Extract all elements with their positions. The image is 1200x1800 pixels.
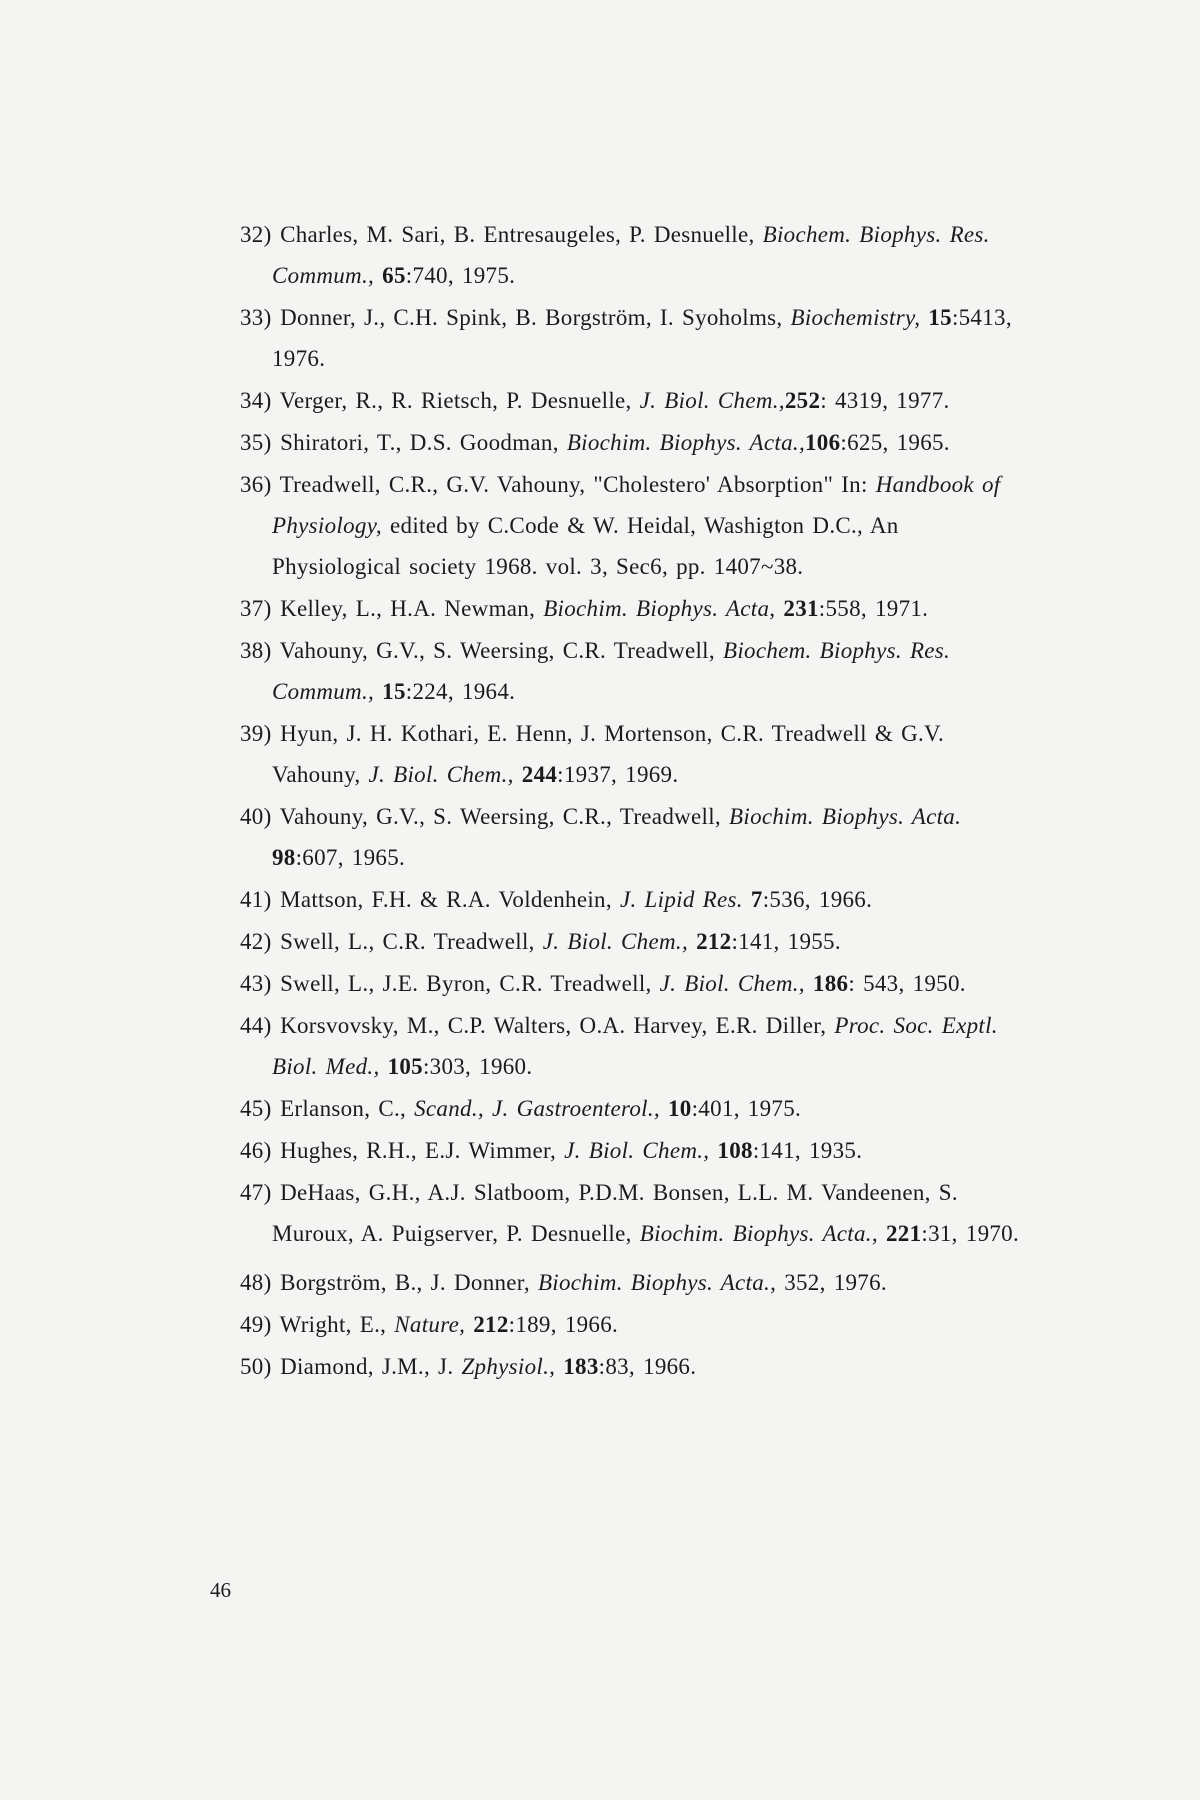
reference-pages-year: : 543, 1950. — [848, 971, 966, 996]
reference-journal: Biochim. Biophys. Acta. — [729, 804, 962, 829]
reference-item — [240, 879, 1020, 920]
reference-journal: Biochemistry, — [790, 305, 921, 330]
reference-pages-year: :1937, 1969. — [557, 762, 679, 787]
reference-item — [240, 1346, 1020, 1387]
reference-number: 34) — [240, 388, 272, 413]
reference-authors: Mattson, F.H. & R.A. Voldenhein, — [280, 887, 612, 912]
reference-item — [240, 630, 1020, 712]
reference-number: 39) — [240, 721, 272, 746]
reference-journal: Zphysiol., — [461, 1354, 556, 1379]
reference-number: 38) — [240, 638, 272, 663]
reference-authors: Swell, L., C.R. Treadwell, — [280, 929, 535, 954]
reference-item — [240, 380, 1020, 421]
reference-number: 49) — [240, 1312, 272, 1337]
reference-item — [240, 796, 1020, 878]
reference-item — [240, 713, 1020, 795]
reference-pages-year: :740, 1975. — [405, 263, 516, 288]
reference-journal: J. Biol. Chem., — [639, 388, 785, 413]
reference-authors: Kelley, L., H.A. Newman, — [280, 596, 536, 621]
reference-journal: Biochim. Biophys. Acta., — [537, 1270, 777, 1295]
reference-item — [240, 422, 1020, 463]
reference-volume: 108 — [717, 1138, 753, 1163]
reference-item — [240, 921, 1020, 962]
reference-journal: J. Biol. Chem., — [564, 1138, 710, 1163]
reference-number: 36) — [240, 472, 272, 497]
reference-authors: Shiratori, T., D.S. Goodman, — [280, 430, 559, 455]
reference-pages-year: edited by C.Code & W. Heidal, Washigton D.C., An Physiological society 1968. vol. 3, Sec6, pp. 1407~38. — [272, 513, 899, 579]
reference-journal: J. Biol. Chem., — [542, 929, 688, 954]
reference-number: 46) — [240, 1138, 272, 1163]
reference-item — [240, 297, 1020, 379]
reference-volume: 15 — [382, 679, 406, 704]
reference-authors: Vahouny, G.V., S. Weersing, C.R., Treadwell, — [279, 804, 721, 829]
reference-number: 40) — [240, 804, 272, 829]
reference-volume: 98 — [272, 845, 296, 870]
reference-journal: Biochim. Biophys. Acta., — [639, 1221, 878, 1246]
reference-journal: Scand., J. Gastroenterol., — [414, 1096, 660, 1121]
reference-pages-year: :558, 1971. — [818, 596, 929, 621]
reference-pages-year: :31, 1970. — [921, 1221, 1020, 1246]
reference-item — [240, 963, 1020, 1004]
page-number: 46 — [210, 1578, 231, 1602]
reference-volume: 105 — [387, 1054, 423, 1079]
reference-pages-year: :189, 1966. — [508, 1312, 619, 1337]
reference-authors: Treadwell, C.R., G.V. Vahouny, "Cholestero' Absorption" In: — [279, 472, 868, 497]
reference-journal: J. Biol. Chem., — [368, 762, 514, 787]
reference-authors: Hyun, J. H. Kothari, E. Henn, J. Mortenson, C.R. Treadwell & G.V. Vahouny, — [272, 721, 945, 787]
reference-authors: Charles, M. Sari, B. Entresaugeles, P. Desnuelle, — [280, 222, 755, 247]
reference-item — [240, 1172, 1020, 1254]
reference-volume: 231 — [783, 596, 819, 621]
reference-journal: Biochem. Biophys. Res. Commum., — [272, 638, 951, 704]
reference-authors: Korsvovsky, M., C.P. Walters, O.A. Harvey, E.R. Diller, — [280, 1013, 827, 1038]
reference-number: 35) — [240, 430, 272, 455]
reference-pages-year: :141, 1935. — [752, 1138, 863, 1163]
reference-number: 33) — [240, 305, 272, 330]
reference-pages-year: :401, 1975. — [691, 1096, 802, 1121]
reference-item — [240, 464, 1020, 587]
reference-number: 47) — [240, 1180, 272, 1205]
reference-authors: DeHaas, G.H., A.J. Slatboom, P.D.M. Bonsen, L.L. M. Vandeenen, S. Muroux, A. Puigserver, P. Desnuelle, — [272, 1180, 958, 1246]
reference-volume: 7 — [750, 887, 763, 912]
reference-authors: Diamond, J.M., J. — [280, 1354, 454, 1379]
reference-number: 37) — [240, 596, 272, 621]
reference-pages-year: :625, 1965. — [840, 430, 950, 455]
reference-pages-year: 352, 1976. — [784, 1270, 887, 1295]
reference-authors: Wright, E., — [279, 1312, 387, 1337]
reference-volume: 186 — [812, 971, 849, 996]
reference-authors: Donner, J., C.H. Spink, B. Borgström, I. Syoholms, — [280, 305, 783, 330]
reference-number: 32) — [240, 222, 272, 247]
reference-journal: Biochim. Biophys. Acta, — [543, 596, 776, 621]
reference-volume: 212 — [696, 929, 732, 954]
reference-pages-year: :607, 1965. — [295, 845, 406, 870]
reference-pages-year: :141, 1955. — [731, 929, 841, 954]
reference-authors: Hughes, R.H., E.J. Wimmer, — [280, 1138, 557, 1163]
reference-item — [240, 1005, 1020, 1087]
reference-volume: 221 — [885, 1221, 922, 1246]
reference-volume: 65 — [382, 263, 406, 288]
reference-item — [240, 214, 1020, 296]
reference-journal: Handbook of Physiology, — [272, 472, 1001, 538]
reference-authors: Erlanson, C., — [280, 1096, 407, 1121]
reference-item — [240, 1262, 1020, 1303]
reference-journal: Nature, — [394, 1312, 466, 1337]
reference-item — [240, 588, 1020, 629]
reference-item — [240, 1130, 1020, 1171]
reference-pages-year: : 4319, 1977. — [820, 388, 950, 413]
reference-number: 41) — [240, 887, 272, 912]
reference-number: 43) — [240, 971, 272, 996]
reference-authors: Swell, L., J.E. Byron, C.R. Treadwell, — [280, 971, 652, 996]
reference-number: 42) — [240, 929, 272, 954]
reference-pages-year: :5413, 1976. — [272, 305, 1012, 371]
reference-volume: 252 — [784, 388, 821, 413]
reference-pages-year: :224, 1964. — [405, 679, 516, 704]
reference-volume: 212 — [473, 1312, 509, 1337]
reference-journal: J. Lipid Res. — [619, 887, 743, 912]
reference-item — [240, 1088, 1020, 1129]
reference-authors: Verger, R., R. Rietsch, P. Desnuelle, — [279, 388, 632, 413]
reference-volume: 183 — [563, 1354, 599, 1379]
reference-number: 48) — [240, 1270, 272, 1295]
reference-list — [240, 214, 1020, 1388]
reference-volume: 15 — [928, 305, 952, 330]
reference-journal: Proc. Soc. Exptl. Biol. Med., — [272, 1013, 998, 1079]
reference-pages-year: :536, 1966. — [762, 887, 873, 912]
reference-volume: 106 — [805, 430, 841, 455]
reference-number: 44) — [240, 1013, 272, 1038]
reference-volume: 10 — [668, 1096, 692, 1121]
reference-item — [240, 1304, 1020, 1345]
reference-volume: 244 — [521, 762, 558, 787]
reference-journal: Biochem. Biophys. Res. Commum., — [272, 222, 990, 288]
reference-authors: Vahouny, G.V., S. Weersing, C.R. Treadwell, — [279, 638, 715, 663]
reference-authors: Borgström, B., J. Donner, — [280, 1270, 530, 1295]
reference-number: 45) — [240, 1096, 272, 1121]
reference-pages-year: :303, 1960. — [422, 1054, 533, 1079]
reference-journal: J. Biol. Chem., — [659, 971, 805, 996]
reference-number: 50) — [240, 1354, 272, 1379]
reference-pages-year: :83, 1966. — [598, 1354, 697, 1379]
reference-journal: Biochim. Biophys. Acta., — [566, 430, 805, 455]
